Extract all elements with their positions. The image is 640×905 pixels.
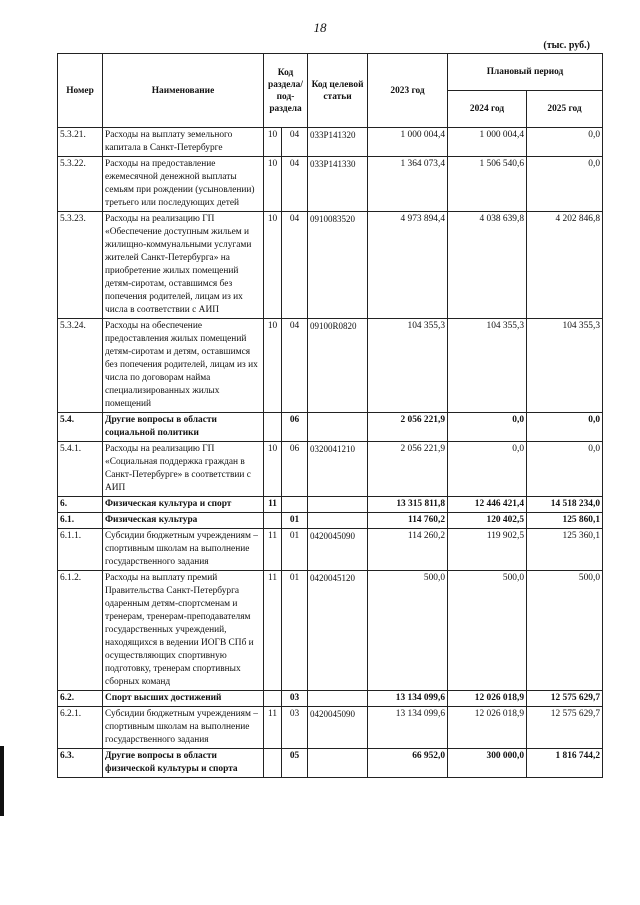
row-amount-2023: 500,0	[368, 571, 448, 691]
row-amount-2025: 12 575 629,7	[527, 691, 603, 707]
row-target-code	[308, 413, 368, 442]
row-amount-2024: 500,0	[448, 571, 527, 691]
row-name: Расходы на предоставление ежемесячной денежной выплаты семьям при рождении (усыновлении) третьего или последующих детей	[103, 157, 264, 212]
row-section	[264, 749, 282, 778]
row-subsection: 05	[282, 749, 308, 778]
row-amount-2024: 104 355,3	[448, 319, 527, 413]
table-row	[58, 497, 603, 513]
row-name: Расходы на выплату премий Правительства Санкт-Петербурга одаренным детям-спортсменам и тренерам, тренерам-преподавателям государственных учреждений, находящихся в ведении ИОГВ СПб и осуществляющих спортивную подготовку, тренерам спортивных сборных команд	[103, 571, 264, 691]
row-name: Субсидии бюджетным учреждениям – спортивным школам на выполнение государственного задания	[103, 529, 264, 571]
row-number: 6.1.2.	[58, 571, 103, 691]
row-amount-2024: 120 402,5	[448, 513, 527, 529]
row-name: Расходы на реализацию ГП «Социальная поддержка граждан в Санкт-Петербурге» в соответствии с АИП	[103, 442, 264, 497]
row-amount-2025: 12 575 629,7	[527, 707, 603, 749]
row-target-code: 0910083520	[308, 212, 368, 319]
row-name: Физическая культура	[103, 513, 264, 529]
table-row	[58, 707, 603, 749]
row-amount-2025: 500,0	[527, 571, 603, 691]
row-amount-2025: 0,0	[527, 442, 603, 497]
row-number: 6.3.	[58, 749, 103, 778]
row-number: 5.3.24.	[58, 319, 103, 413]
row-amount-2023: 104 355,3	[368, 319, 448, 413]
row-section: 11	[264, 497, 282, 513]
row-target-code: 0420045120	[308, 571, 368, 691]
row-amount-2024: 12 026 018,9	[448, 707, 527, 749]
row-subsection: 04	[282, 319, 308, 413]
row-amount-2025: 0,0	[527, 128, 603, 157]
row-name: Субсидии бюджетным учреждениям – спортивным школам на выполнение государственного задания	[103, 707, 264, 749]
row-amount-2023: 1 364 073,4	[368, 157, 448, 212]
row-amount-2025: 4 202 846,8	[527, 212, 603, 319]
row-target-code	[308, 691, 368, 707]
row-amount-2024: 4 038 639,8	[448, 212, 527, 319]
row-target-code: 0420045090	[308, 707, 368, 749]
row-name: Другие вопросы в области социальной политики	[103, 413, 264, 442]
row-number: 5.3.23.	[58, 212, 103, 319]
row-subsection: 04	[282, 128, 308, 157]
row-number: 6.1.	[58, 513, 103, 529]
row-subsection: 01	[282, 529, 308, 571]
row-target-code: 033Р141330	[308, 157, 368, 212]
row-subsection: 06	[282, 413, 308, 442]
header-year-2025: 2025 год	[527, 91, 603, 128]
row-target-code	[308, 513, 368, 529]
row-amount-2023: 2 056 221,9	[368, 413, 448, 442]
row-name: Расходы на обеспечение предоставления жилых помещений детям-сиротам и детям, оставшимся без попечения родителей, лицам из их числа по договорам найма специализированных жилых помещений	[103, 319, 264, 413]
row-number: 5.4.	[58, 413, 103, 442]
table-row	[58, 691, 603, 707]
row-amount-2025: 0,0	[527, 413, 603, 442]
row-amount-2025: 125 360,1	[527, 529, 603, 571]
row-amount-2024: 119 902,5	[448, 529, 527, 571]
header-name: Наименование	[103, 54, 264, 128]
header-number: Номер	[58, 54, 103, 128]
row-amount-2023: 114 760,2	[368, 513, 448, 529]
row-amount-2025: 0,0	[527, 157, 603, 212]
table-row	[58, 513, 603, 529]
row-subsection: 03	[282, 691, 308, 707]
row-section: 10	[264, 442, 282, 497]
table-row	[58, 571, 603, 691]
row-name: Другие вопросы в области физической культуры и спорта	[103, 749, 264, 778]
table-row	[58, 413, 603, 442]
row-amount-2024: 12 446 421,4	[448, 497, 527, 513]
header-section-code: Код раздела/ под- раздела	[264, 54, 308, 128]
table-row	[58, 128, 603, 157]
row-number: 6.2.	[58, 691, 103, 707]
row-target-code: 0420045090	[308, 529, 368, 571]
header-planned-period: Плановый период	[448, 54, 603, 91]
table-row	[58, 442, 603, 497]
row-subsection: 01	[282, 571, 308, 691]
row-amount-2023: 114 260,2	[368, 529, 448, 571]
row-amount-2023: 13 134 099,6	[368, 691, 448, 707]
row-amount-2023: 66 952,0	[368, 749, 448, 778]
header-year-2024: 2024 год	[448, 91, 527, 128]
row-amount-2024: 0,0	[448, 413, 527, 442]
row-subsection: 04	[282, 157, 308, 212]
row-subsection: 03	[282, 707, 308, 749]
row-target-code: 0320041210	[308, 442, 368, 497]
row-name: Расходы на выплату земельного капитала в Санкт-Петербурге	[103, 128, 264, 157]
row-number: 5.4.1.	[58, 442, 103, 497]
row-section	[264, 691, 282, 707]
row-section	[264, 513, 282, 529]
row-amount-2024: 1 000 004,4	[448, 128, 527, 157]
row-subsection: 04	[282, 212, 308, 319]
row-number: 6.1.1.	[58, 529, 103, 571]
table-row	[58, 212, 603, 319]
row-amount-2025: 1 816 744,2	[527, 749, 603, 778]
row-amount-2024: 300 000,0	[448, 749, 527, 778]
row-name: Расходы на реализацию ГП «Обеспечение доступным жильем и жилищно-коммунальными услугами жителей Санкт-Петербурга» на приобретение жилых помещений детям-сиротам, оставшимся без попечения родителей, лицам из их числа в соответствии с АИП	[103, 212, 264, 319]
row-number: 5.3.21.	[58, 128, 103, 157]
row-name: Спорт высших достижений	[103, 691, 264, 707]
row-section: 10	[264, 157, 282, 212]
row-name: Физическая культура и спорт	[103, 497, 264, 513]
row-number: 6.	[58, 497, 103, 513]
row-subsection	[282, 497, 308, 513]
row-section: 10	[264, 319, 282, 413]
row-amount-2025: 14 518 234,0	[527, 497, 603, 513]
row-section: 11	[264, 571, 282, 691]
row-amount-2023: 1 000 004,4	[368, 128, 448, 157]
row-amount-2023: 2 056 221,9	[368, 442, 448, 497]
row-target-code	[308, 497, 368, 513]
page-number: 18	[313, 20, 327, 35]
row-amount-2025: 125 860,1	[527, 513, 603, 529]
row-subsection: 06	[282, 442, 308, 497]
row-amount-2023: 13 315 811,8	[368, 497, 448, 513]
scan-edge-mark	[0, 746, 4, 816]
row-subsection: 01	[282, 513, 308, 529]
row-amount-2023: 13 134 099,6	[368, 707, 448, 749]
row-section: 10	[264, 212, 282, 319]
row-target-code: 033Р141320	[308, 128, 368, 157]
row-number: 5.3.22.	[58, 157, 103, 212]
row-amount-2024: 12 026 018,9	[448, 691, 527, 707]
row-target-code	[308, 749, 368, 778]
row-section: 10	[264, 128, 282, 157]
units-note: (тыс. руб.)	[543, 40, 590, 51]
row-number: 6.2.1.	[58, 707, 103, 749]
table-row	[58, 319, 603, 413]
table-row	[58, 529, 603, 571]
row-target-code: 09100R0820	[308, 319, 368, 413]
header-year-2023: 2023 год	[368, 54, 448, 128]
row-amount-2025: 104 355,3	[527, 319, 603, 413]
row-section	[264, 413, 282, 442]
row-section: 11	[264, 529, 282, 571]
header-target-code: Код целевой статьи	[308, 54, 368, 128]
row-amount-2024: 1 506 540,6	[448, 157, 527, 212]
budget-table	[57, 53, 603, 778]
row-section: 11	[264, 707, 282, 749]
row-amount-2023: 4 973 894,4	[368, 212, 448, 319]
table-row	[58, 749, 603, 778]
row-amount-2024: 0,0	[448, 442, 527, 497]
table-row	[58, 157, 603, 212]
